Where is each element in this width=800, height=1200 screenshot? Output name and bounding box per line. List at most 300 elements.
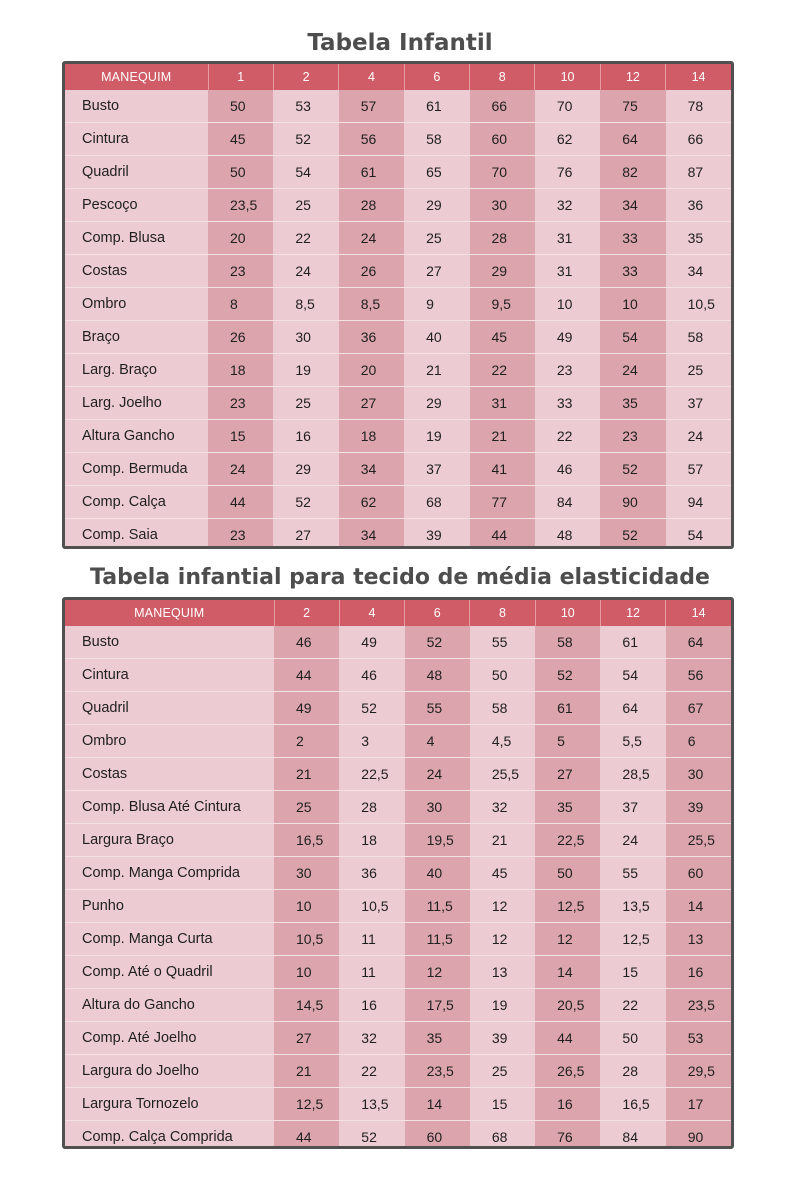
measurement-cell: 27: [535, 758, 600, 791]
measurement-cell: 10: [600, 288, 665, 321]
measurement-cell: 3: [339, 725, 404, 758]
measurement-cell: 37: [600, 791, 665, 824]
measurement-cell: 12: [470, 890, 535, 923]
measurement-cell: 23: [208, 255, 273, 288]
table-row: [65, 857, 731, 890]
measurement-cell: 37: [404, 453, 469, 486]
measurement-cell: 22: [535, 420, 600, 453]
measurement-cell: 87: [666, 156, 731, 189]
row-label: Comp. Bermuda: [65, 453, 208, 486]
measurement-cell: 22,5: [339, 758, 404, 791]
table-row: [65, 1088, 731, 1121]
size-table-infantil: [62, 61, 734, 549]
measurement-cell: 28: [470, 222, 535, 255]
measurement-cell: 27: [274, 1022, 339, 1055]
table-row: [65, 189, 731, 222]
measurement-cell: 20: [208, 222, 273, 255]
measurement-cell: 40: [405, 857, 470, 890]
row-label: Quadril: [65, 156, 208, 189]
size-table-elastic: [62, 597, 734, 1149]
header-manequim: MANEQUIM: [65, 64, 208, 90]
measurement-cell: 36: [666, 189, 731, 222]
row-label: Largura do Joelho: [65, 1055, 274, 1088]
table-row: [65, 1121, 731, 1150]
measurement-cell: 49: [274, 692, 339, 725]
measurement-cell: 15: [208, 420, 273, 453]
measurement-cell: 4: [405, 725, 470, 758]
table-row: [65, 288, 731, 321]
measurement-cell: 39: [404, 519, 469, 550]
measurement-cell: 46: [535, 453, 600, 486]
measurement-cell: 34: [339, 519, 404, 550]
measurement-cell: 58: [535, 626, 600, 659]
measurement-cell: 41: [470, 453, 535, 486]
header-size: 14: [666, 64, 731, 90]
header-size: 2: [273, 64, 338, 90]
measurement-cell: 39: [470, 1022, 535, 1055]
measurement-cell: 18: [208, 354, 273, 387]
measurement-cell: 21: [274, 1055, 339, 1088]
measurement-cell: 82: [600, 156, 665, 189]
measurement-cell: 54: [666, 519, 731, 550]
header-size: 10: [535, 64, 600, 90]
measurement-cell: 21: [470, 420, 535, 453]
measurement-cell: 35: [600, 387, 665, 420]
measurement-cell: 29,5: [666, 1055, 731, 1088]
measurement-cell: 14: [666, 890, 731, 923]
measurement-cell: 54: [600, 659, 665, 692]
measurement-cell: 52: [535, 659, 600, 692]
measurement-cell: 10: [274, 890, 339, 923]
measurement-cell: 21: [470, 824, 535, 857]
measurement-cell: 62: [535, 123, 600, 156]
row-label: Comp. Calça Comprida: [65, 1121, 274, 1150]
measurement-cell: 55: [600, 857, 665, 890]
measurement-cell: 24: [666, 420, 731, 453]
measurement-cell: 28: [339, 791, 404, 824]
measurement-cell: 14,5: [274, 989, 339, 1022]
measurement-cell: 44: [208, 486, 273, 519]
row-label: Pescoço: [65, 189, 208, 222]
measurement-cell: 46: [274, 626, 339, 659]
table-row: [65, 156, 731, 189]
table-row: [65, 659, 731, 692]
measurement-cell: 14: [405, 1088, 470, 1121]
table-row: [65, 890, 731, 923]
header-size: 6: [405, 600, 470, 626]
measurement-cell: 15: [470, 1088, 535, 1121]
table-row: [65, 692, 731, 725]
measurement-cell: 64: [600, 123, 665, 156]
table-row: [65, 791, 731, 824]
measurement-cell: 25: [470, 1055, 535, 1088]
table-row: [65, 354, 731, 387]
measurement-cell: 23,5: [666, 989, 731, 1022]
table-row: [65, 923, 731, 956]
measurement-cell: 33: [600, 222, 665, 255]
measurement-cell: 37: [666, 387, 731, 420]
table-row: [65, 453, 731, 486]
measurement-cell: 11,5: [405, 890, 470, 923]
measurement-cell: 66: [666, 123, 731, 156]
header-row: [65, 64, 731, 90]
measurement-cell: 60: [470, 123, 535, 156]
measurement-cell: 57: [339, 90, 404, 123]
measurement-cell: 52: [273, 486, 338, 519]
measurement-cell: 33: [600, 255, 665, 288]
table-row: [65, 486, 731, 519]
measurement-cell: 64: [600, 692, 665, 725]
measurement-cell: 22: [273, 222, 338, 255]
measurement-cell: 84: [600, 1121, 665, 1150]
measurement-cell: 19: [404, 420, 469, 453]
measurement-cell: 18: [339, 824, 404, 857]
table-row: [65, 123, 731, 156]
measurement-cell: 29: [273, 453, 338, 486]
measurement-cell: 48: [405, 659, 470, 692]
measurement-cell: 52: [600, 453, 665, 486]
header-manequim: MANEQUIM: [65, 600, 274, 626]
measurement-cell: 9,5: [470, 288, 535, 321]
measurement-cell: 4,5: [470, 725, 535, 758]
row-label: Busto: [65, 90, 208, 123]
measurement-cell: 10: [535, 288, 600, 321]
measurement-cell: 5: [535, 725, 600, 758]
measurement-cell: 22: [470, 354, 535, 387]
row-label: Comp. Blusa Até Cintura: [65, 791, 274, 824]
table1-title: Tabela Infantil: [307, 30, 493, 56]
size-table: [65, 600, 731, 1149]
row-label: Altura Gancho: [65, 420, 208, 453]
measurement-cell: 46: [339, 659, 404, 692]
measurement-cell: 28: [339, 189, 404, 222]
header-size: 4: [339, 64, 404, 90]
measurement-cell: 13: [470, 956, 535, 989]
measurement-cell: 16: [535, 1088, 600, 1121]
measurement-cell: 16,5: [600, 1088, 665, 1121]
measurement-cell: 49: [339, 626, 404, 659]
measurement-cell: 16: [273, 420, 338, 453]
measurement-cell: 33: [535, 387, 600, 420]
table-row: [65, 989, 731, 1022]
table-row: [65, 519, 731, 550]
header-size: 8: [470, 64, 535, 90]
measurement-cell: 53: [273, 90, 338, 123]
measurement-cell: 30: [405, 791, 470, 824]
table-row: [65, 626, 731, 659]
measurement-cell: 15: [600, 956, 665, 989]
table-row: [65, 758, 731, 791]
measurement-cell: 21: [404, 354, 469, 387]
measurement-cell: 90: [666, 1121, 731, 1150]
measurement-cell: 40: [404, 321, 469, 354]
measurement-cell: 10,5: [339, 890, 404, 923]
table-row: [65, 222, 731, 255]
measurement-cell: 16: [666, 956, 731, 989]
size-table: [65, 64, 731, 549]
measurement-cell: 27: [273, 519, 338, 550]
row-label: Comp. Calça: [65, 486, 208, 519]
row-label: Comp. Até o Quadril: [65, 956, 274, 989]
measurement-cell: 25: [274, 791, 339, 824]
table-row: [65, 90, 731, 123]
measurement-cell: 35: [405, 1022, 470, 1055]
measurement-cell: 58: [470, 692, 535, 725]
measurement-cell: 32: [339, 1022, 404, 1055]
row-label: Comp. Até Joelho: [65, 1022, 274, 1055]
measurement-cell: 50: [208, 90, 273, 123]
measurement-cell: 50: [535, 857, 600, 890]
measurement-cell: 25: [273, 387, 338, 420]
measurement-cell: 60: [666, 857, 731, 890]
measurement-cell: 30: [666, 758, 731, 791]
measurement-cell: 12: [535, 923, 600, 956]
measurement-cell: 58: [404, 123, 469, 156]
row-label: Altura do Gancho: [65, 989, 274, 1022]
row-label: Larg. Joelho: [65, 387, 208, 420]
table-row: [65, 321, 731, 354]
measurement-cell: 26,5: [535, 1055, 600, 1088]
measurement-cell: 49: [535, 321, 600, 354]
measurement-cell: 13: [666, 923, 731, 956]
measurement-cell: 25: [273, 189, 338, 222]
measurement-cell: 65: [404, 156, 469, 189]
measurement-cell: 62: [339, 486, 404, 519]
measurement-cell: 30: [470, 189, 535, 222]
measurement-cell: 23: [208, 387, 273, 420]
measurement-cell: 30: [274, 857, 339, 890]
measurement-cell: 28,5: [600, 758, 665, 791]
measurement-cell: 94: [666, 486, 731, 519]
measurement-cell: 70: [535, 90, 600, 123]
measurement-cell: 66: [470, 90, 535, 123]
measurement-cell: 8,5: [339, 288, 404, 321]
measurement-cell: 31: [470, 387, 535, 420]
measurement-cell: 52: [600, 519, 665, 550]
measurement-cell: 27: [404, 255, 469, 288]
measurement-cell: 56: [666, 659, 731, 692]
row-label: Comp. Blusa: [65, 222, 208, 255]
measurement-cell: 60: [405, 1121, 470, 1150]
measurement-cell: 55: [405, 692, 470, 725]
measurement-cell: 31: [535, 255, 600, 288]
measurement-cell: 19: [470, 989, 535, 1022]
measurement-cell: 50: [470, 659, 535, 692]
measurement-cell: 54: [273, 156, 338, 189]
header-size: 6: [404, 64, 469, 90]
header-row: [65, 600, 731, 626]
measurement-cell: 32: [535, 189, 600, 222]
measurement-cell: 24: [339, 222, 404, 255]
measurement-cell: 6: [666, 725, 731, 758]
measurement-cell: 35: [535, 791, 600, 824]
measurement-cell: 22: [600, 989, 665, 1022]
measurement-cell: 12,5: [535, 890, 600, 923]
measurement-cell: 34: [600, 189, 665, 222]
row-label: Costas: [65, 758, 274, 791]
measurement-cell: 14: [535, 956, 600, 989]
measurement-cell: 24: [405, 758, 470, 791]
measurement-cell: 20,5: [535, 989, 600, 1022]
measurement-cell: 24: [273, 255, 338, 288]
table-row: [65, 956, 731, 989]
measurement-cell: 34: [666, 255, 731, 288]
table-row: [65, 725, 731, 758]
measurement-cell: 39: [666, 791, 731, 824]
header-size: 1: [208, 64, 273, 90]
measurement-cell: 50: [208, 156, 273, 189]
measurement-cell: 44: [535, 1022, 600, 1055]
measurement-cell: 23,5: [405, 1055, 470, 1088]
table-row: [65, 1022, 731, 1055]
measurement-cell: 61: [339, 156, 404, 189]
measurement-cell: 75: [600, 90, 665, 123]
table-row: [65, 824, 731, 857]
measurement-cell: 24: [600, 824, 665, 857]
table-row: [65, 420, 731, 453]
measurement-cell: 78: [666, 90, 731, 123]
measurement-cell: 56: [339, 123, 404, 156]
header-size: 8: [470, 600, 535, 626]
measurement-cell: 13,5: [339, 1088, 404, 1121]
measurement-cell: 35: [666, 222, 731, 255]
measurement-cell: 5,5: [600, 725, 665, 758]
measurement-cell: 54: [600, 321, 665, 354]
measurement-cell: 11: [339, 923, 404, 956]
measurement-cell: 27: [339, 387, 404, 420]
header-size: 12: [600, 600, 665, 626]
measurement-cell: 44: [470, 519, 535, 550]
measurement-cell: 23: [535, 354, 600, 387]
measurement-cell: 68: [470, 1121, 535, 1150]
measurement-cell: 50: [600, 1022, 665, 1055]
measurement-cell: 10: [274, 956, 339, 989]
measurement-cell: 29: [404, 387, 469, 420]
measurement-cell: 36: [339, 857, 404, 890]
measurement-cell: 52: [339, 692, 404, 725]
table-row: [65, 255, 731, 288]
row-label: Cintura: [65, 123, 208, 156]
header-size: 12: [600, 64, 665, 90]
row-label: Ombro: [65, 725, 274, 758]
measurement-cell: 29: [404, 189, 469, 222]
table-row: [65, 1055, 731, 1088]
row-label: Largura Tornozelo: [65, 1088, 274, 1121]
row-label: Quadril: [65, 692, 274, 725]
row-label: Punho: [65, 890, 274, 923]
measurement-cell: 16: [339, 989, 404, 1022]
measurement-cell: 29: [470, 255, 535, 288]
measurement-cell: 19: [273, 354, 338, 387]
measurement-cell: 52: [273, 123, 338, 156]
measurement-cell: 76: [535, 156, 600, 189]
measurement-cell: 24: [600, 354, 665, 387]
measurement-cell: 25: [666, 354, 731, 387]
measurement-cell: 10,5: [666, 288, 731, 321]
row-label: Comp. Manga Comprida: [65, 857, 274, 890]
row-label: Cintura: [65, 659, 274, 692]
row-label: Larg. Braço: [65, 354, 208, 387]
measurement-cell: 22,5: [535, 824, 600, 857]
measurement-cell: 52: [339, 1121, 404, 1150]
measurement-cell: 10,5: [274, 923, 339, 956]
measurement-cell: 13,5: [600, 890, 665, 923]
measurement-cell: 21: [274, 758, 339, 791]
measurement-cell: 26: [339, 255, 404, 288]
measurement-cell: 61: [600, 626, 665, 659]
row-label: Costas: [65, 255, 208, 288]
row-label: Ombro: [65, 288, 208, 321]
measurement-cell: 12: [470, 923, 535, 956]
measurement-cell: 48: [535, 519, 600, 550]
measurement-cell: 58: [666, 321, 731, 354]
measurement-cell: 84: [535, 486, 600, 519]
measurement-cell: 20: [339, 354, 404, 387]
row-label: Busto: [65, 626, 274, 659]
measurement-cell: 67: [666, 692, 731, 725]
measurement-cell: 45: [470, 321, 535, 354]
table-row: [65, 387, 731, 420]
measurement-cell: 25: [404, 222, 469, 255]
measurement-cell: 61: [535, 692, 600, 725]
measurement-cell: 23,5: [208, 189, 273, 222]
measurement-cell: 9: [404, 288, 469, 321]
measurement-cell: 12: [405, 956, 470, 989]
header-size: 10: [535, 600, 600, 626]
header-size: 4: [339, 600, 404, 626]
row-label: Comp. Manga Curta: [65, 923, 274, 956]
measurement-cell: 44: [274, 659, 339, 692]
measurement-cell: 23: [208, 519, 273, 550]
measurement-cell: 57: [666, 453, 731, 486]
measurement-cell: 45: [470, 857, 535, 890]
measurement-cell: 23: [600, 420, 665, 453]
measurement-cell: 53: [666, 1022, 731, 1055]
measurement-cell: 26: [208, 321, 273, 354]
measurement-cell: 11: [339, 956, 404, 989]
measurement-cell: 31: [535, 222, 600, 255]
measurement-cell: 44: [274, 1121, 339, 1150]
measurement-cell: 76: [535, 1121, 600, 1150]
measurement-cell: 22: [339, 1055, 404, 1088]
measurement-cell: 34: [339, 453, 404, 486]
table2-title: Tabela infantial para tecido de média elasticidade: [90, 565, 710, 590]
row-label: Braço: [65, 321, 208, 354]
row-label: Comp. Saia: [65, 519, 208, 550]
measurement-cell: 8,5: [273, 288, 338, 321]
measurement-cell: 12,5: [600, 923, 665, 956]
measurement-cell: 24: [208, 453, 273, 486]
measurement-cell: 12,5: [274, 1088, 339, 1121]
measurement-cell: 18: [339, 420, 404, 453]
measurement-cell: 17: [666, 1088, 731, 1121]
measurement-cell: 30: [273, 321, 338, 354]
measurement-cell: 17,5: [405, 989, 470, 1022]
measurement-cell: 52: [405, 626, 470, 659]
measurement-cell: 77: [470, 486, 535, 519]
measurement-cell: 2: [274, 725, 339, 758]
measurement-cell: 45: [208, 123, 273, 156]
measurement-cell: 70: [470, 156, 535, 189]
header-size: 2: [274, 600, 339, 626]
row-label: Largura Braço: [65, 824, 274, 857]
measurement-cell: 11,5: [405, 923, 470, 956]
measurement-cell: 32: [470, 791, 535, 824]
measurement-cell: 68: [404, 486, 469, 519]
measurement-cell: 28: [600, 1055, 665, 1088]
measurement-cell: 19,5: [405, 824, 470, 857]
measurement-cell: 90: [600, 486, 665, 519]
